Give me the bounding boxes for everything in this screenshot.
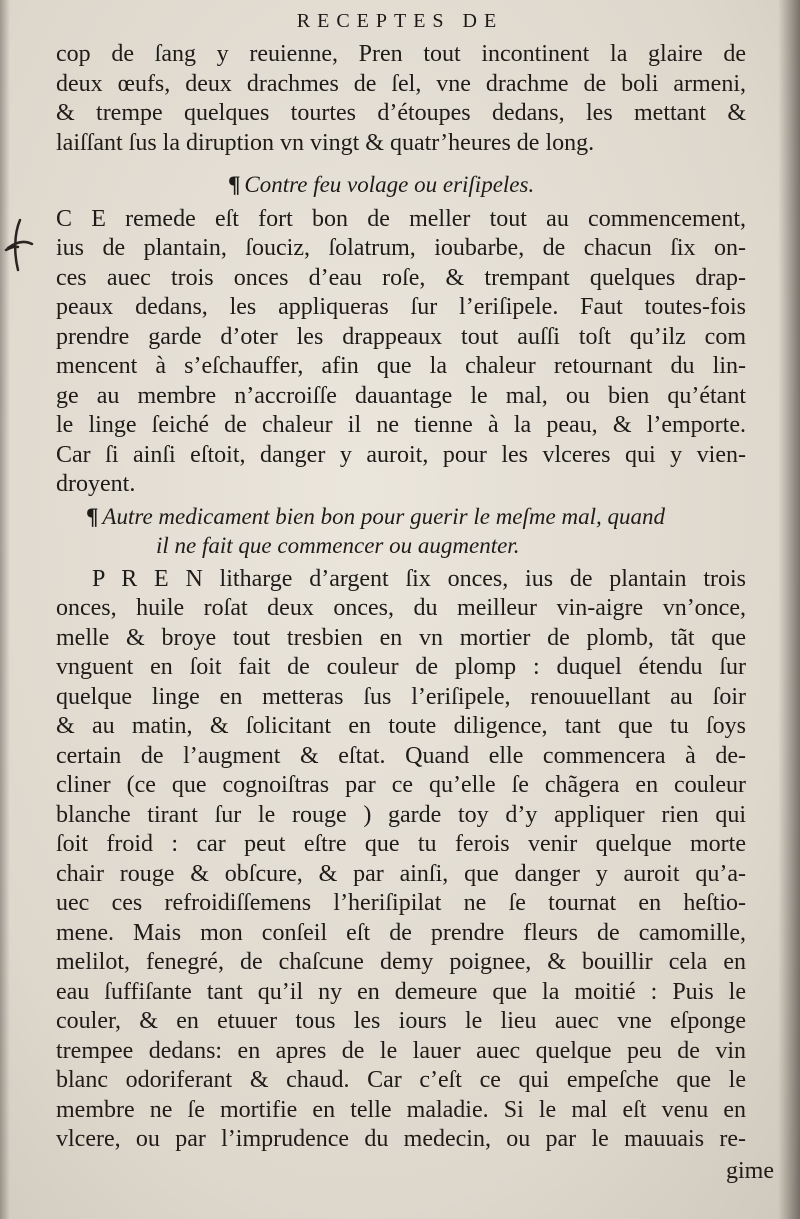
paragraph-3 — [56, 565, 746, 1155]
text-line: deux œufs, deux drachmes de ſel, vne drachme de boli armeni, — [56, 70, 746, 97]
text-line: onces, huile roſat deux onces, du meilleur vin-aigre vn’once, — [56, 595, 746, 621]
text-line: mencent à s’eſchauffer, afin que la chaleur retournant du lin- — [56, 353, 746, 379]
paragraph-top — [56, 40, 746, 158]
text-line: cliner (ce que cognoiſtras par ce qu’elle ſe chãgera en couleur — [56, 772, 746, 798]
text-line: cop de ſang y reuienne, Pren tout incontinent la glaire de — [56, 41, 746, 67]
text-line: mene. Mais mon conſeil eſt de prendre fleurs de camomille, — [56, 919, 746, 946]
text-line: blanc odoriferant & chaud. Car c’eſt ce qui empeſche que le — [56, 1067, 746, 1093]
marginal-ink-mark — [2, 214, 38, 274]
page-shadow-right — [778, 0, 800, 1219]
page-shadow-left — [0, 0, 10, 1219]
text-line: prendre garde d’oter les drappeaux tout auſſi toſt qu’ilz com — [56, 323, 746, 350]
text-line: ſoit froid : car peut eſtre que tu ferois venir quelque morte — [56, 831, 746, 857]
text-line: vnguent en ſoit fait de couleur de plomp : duquel étendu ſur — [56, 654, 746, 680]
text-line: & au matin, & ſolicitant en toute diligence, tant que tu ſoys — [56, 713, 746, 739]
text-line: laiſſant ſus la diruption vn vingt & quatr’heures de long. — [56, 129, 595, 156]
running-head: RECEPTES DE — [296, 10, 504, 32]
pilcrow-mark: ¶ — [228, 172, 241, 197]
text-line: certain de l’augment & eſtat. Quand elle commencera à de- — [56, 742, 746, 769]
text-line: quelque linge en metteras ſus l’eriſipele, renouuellant au ſoir — [56, 683, 746, 710]
text-line: membre ne ſe mortifie en telle maladie. Si le mal eſt venu en — [56, 1096, 746, 1123]
text-line: blanche tirant ſur le rouge ) garde toy d’y appliquer rien qui — [56, 801, 746, 828]
text-line: P R E N litharge d’argent ſix onces, ius de plantain trois — [92, 565, 746, 592]
text-line: le linge ſeiché de chaleur il ne tienne à la peau, & l’emporte. — [56, 412, 746, 438]
text-line: Car ſi ainſi eſtoit, danger y auroit, pour les vlceres qui y vien- — [56, 441, 746, 468]
section-heading-2-continued: il ne fait que commencer ou augmenter. — [156, 533, 520, 558]
catchword: gime — [726, 1158, 774, 1184]
text-line: ius de plantain, ſouciz, ſolatrum, ioubarbe, de chacun ſix on- — [56, 235, 746, 261]
text-line: vlcere, ou par l’imprudence du medecin, ou par le mauuais re- — [56, 1126, 746, 1152]
text-line: trempee dedans: en apres de le lauer auec quelque peu de vin — [56, 1037, 746, 1064]
text-line: droyent. — [56, 471, 136, 497]
body-text — [56, 40, 746, 1155]
heading-text: Autre medicament bien bon pour guerir le meſme mal, quand — [102, 503, 665, 529]
text-line: eau ſuffiſante tant qu’il ny en demeure que la moitié : Puis le — [56, 978, 746, 1005]
section-heading-2 — [56, 502, 746, 532]
text-line: peaux dedans, les appliqueras ſur l’eriſipele. Faut toutes-fois — [56, 294, 746, 320]
text-line: couler, & en etuuer tous les iours le lieu auec vne eſponge — [56, 1008, 746, 1034]
text-line: ge au membre n’accroiſſe dauantage le mal, ou bien qu’étant — [56, 382, 746, 409]
text-line: uec ces refroidiſſemens l’heriſipilat ne ſe tournat en heſtio- — [56, 890, 746, 916]
section-heading-1 — [56, 170, 746, 200]
text-line: chair rouge & obſcure, & par ainſi, que danger y auroit qu’a- — [56, 860, 746, 887]
text-line: melilot, fenegré, de chaſcune demy poignee, & bouillir cela en — [56, 949, 746, 975]
pilcrow-mark: ¶ — [86, 503, 99, 529]
text-line: ces auec trois onces d’eau roſe, & trempant quelques drap- — [56, 264, 746, 291]
text-line: & trempe quelques tourtes d’étoupes dedans, les mettant & — [56, 100, 746, 126]
text-line: melle & broye tout tresbien en vn mortier de plomb, tãt que — [56, 624, 746, 651]
paragraph-2 — [56, 205, 746, 500]
heading-text: Contre feu volage ou eriſipeles. — [244, 172, 535, 197]
text-line: C E remede eſt fort bon de meller tout au commencement, — [56, 205, 746, 232]
